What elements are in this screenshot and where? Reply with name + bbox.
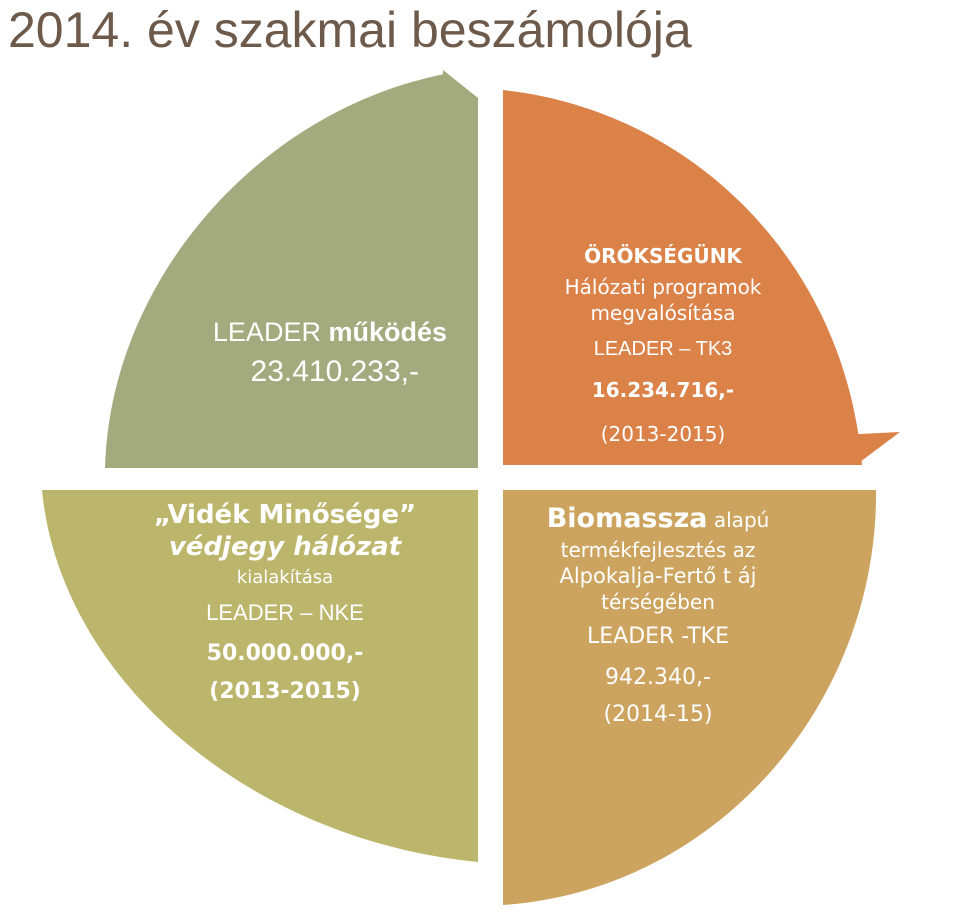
- program-code: LEADER -TKE: [586, 624, 729, 649]
- heading-bold: Biomassza: [546, 503, 708, 534]
- amount-bottom-left: 50.000.000,-: [206, 641, 364, 666]
- heading-videk-minosege: „Vidék Minősége”: [153, 500, 417, 530]
- quadrant-top-left: [105, 74, 478, 468]
- label-plain: LEADER: [212, 317, 329, 347]
- text-line: térségében: [601, 590, 715, 614]
- text-line: Hálózati programok: [564, 275, 762, 299]
- period-bottom-right: (2014-15): [603, 702, 713, 727]
- amount-bottom-right: 942.340,-: [605, 665, 711, 690]
- text-line: kialakítása: [236, 567, 334, 588]
- text-line: Alpokalja-Fertő t áj: [559, 564, 757, 588]
- quadrant-text-bottom-right: [503, 502, 813, 733]
- label-bold: működés: [328, 317, 447, 347]
- heading-rest: alapú: [707, 508, 770, 532]
- leader-mukodes-label: [150, 312, 495, 352]
- quadrant-text-top-right: [503, 238, 823, 460]
- text-line: védjegy hálózat: [168, 532, 402, 562]
- arrow-head-top-left: [440, 70, 478, 112]
- amount-top-right: 16.234.716,-: [591, 378, 735, 402]
- program-code: LEADER – NKE: [206, 600, 364, 625]
- page-title: 2014. év szakmai beszámolója: [8, 2, 692, 58]
- heading-biomassza: [503, 502, 813, 537]
- text-line: megvalósítása: [590, 301, 736, 325]
- heading-oroksegunk: ÖRÖKSÉGÜNK: [584, 244, 742, 268]
- period-top-right: (2013-2015): [600, 422, 726, 446]
- quadrant-text-bottom-left: [150, 500, 420, 710]
- amount-top-left: 23.410.233,-: [250, 355, 419, 388]
- text-line: termékfejlesztés az: [560, 538, 756, 562]
- period-bottom-left: (2013-2015): [209, 679, 361, 704]
- quadrant-text-top-left: [150, 312, 495, 392]
- program-code: LEADER – TK3: [593, 338, 733, 360]
